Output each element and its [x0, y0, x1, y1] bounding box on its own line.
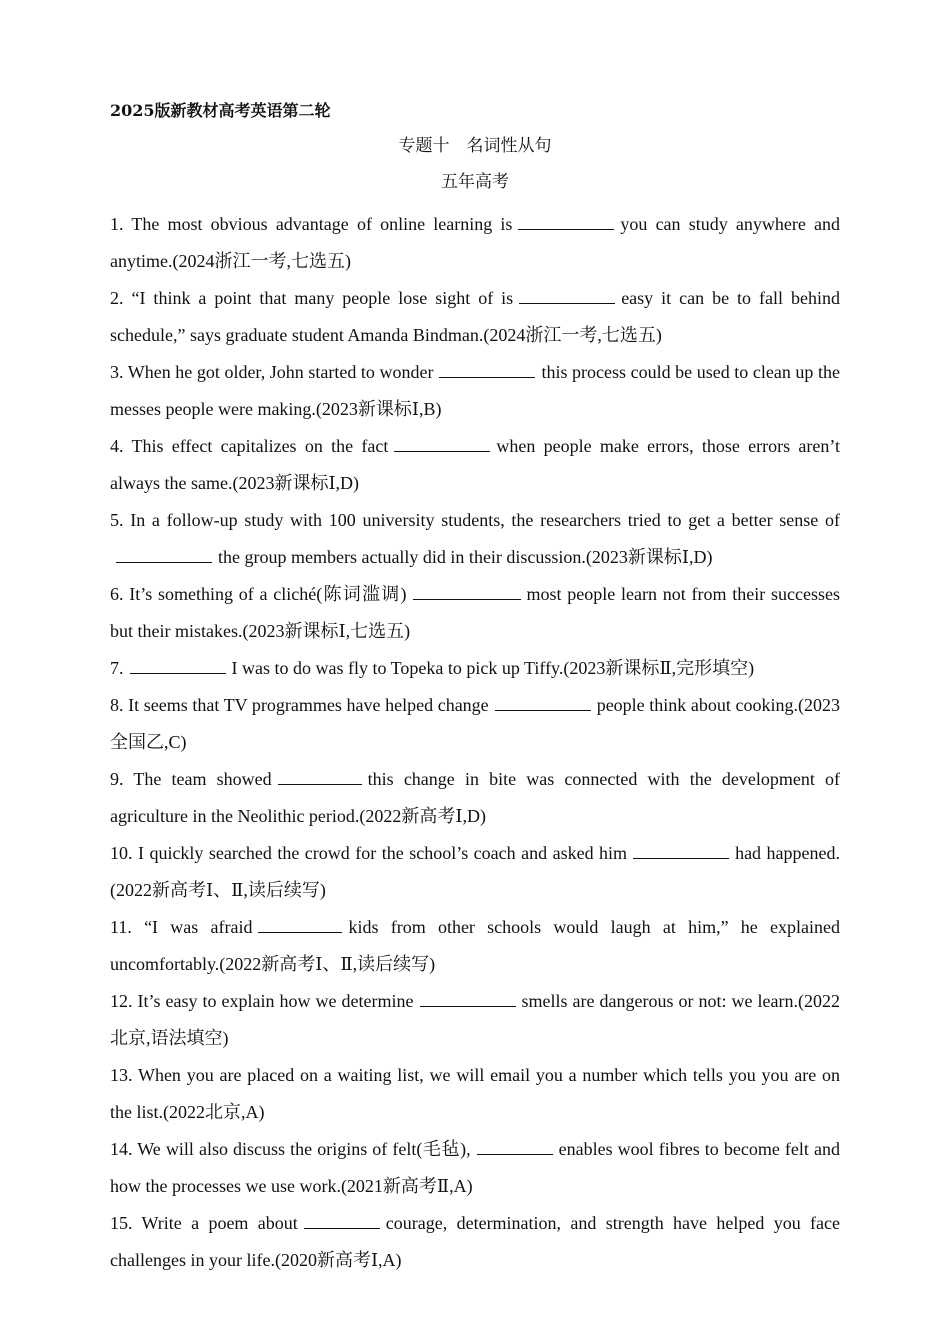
question-text-before: 9. The team showed	[110, 769, 272, 789]
question-item	[110, 1057, 840, 1131]
question-item	[110, 354, 840, 428]
question-text-after: I was to do was fly to Topeka to pick up Tiffy.(2023新课标Ⅱ,完形填空)	[231, 658, 755, 678]
question-text-after: enables wool fibres to become felt and how the processes we use work.(2021新高考Ⅱ,A)	[110, 1139, 840, 1196]
document-header: 2025版新教材高考英语第二轮	[110, 101, 331, 120]
question-text-after: this change in bite was connected with the development of agriculture in the Neolithic period.(2022新高考Ⅰ,D)	[110, 769, 841, 826]
answer-blank[interactable]	[413, 582, 521, 600]
answer-blank[interactable]	[477, 1137, 553, 1155]
question-text-before: 6. It’s something of a cliché(陈词滥调)	[110, 584, 407, 604]
answer-blank[interactable]	[519, 286, 615, 304]
question-item	[110, 280, 840, 354]
answer-blank[interactable]	[420, 989, 516, 1007]
question-item	[110, 576, 840, 650]
question-text-before: 8. It seems that TV programmes have helped change	[110, 695, 489, 715]
question-text-after: you are on the list.(2022北京,A)	[110, 1065, 841, 1122]
question-text-before: 4. This effect capitalizes on the fact	[110, 436, 389, 456]
question-text-before: 3. When he got older, John started to wonder	[110, 362, 434, 382]
question-item	[110, 687, 840, 761]
question-text-before: 10. I quickly searched the crowd for the school’s coach and asked him	[110, 843, 628, 863]
question-text-before: 7.	[110, 658, 124, 678]
question-text-before: 13. When you are placed on a waiting list, we will email you a number which tells you	[110, 1065, 756, 1085]
answer-blank[interactable]	[633, 841, 729, 859]
question-text-after: people think about cooking.(2023全国乙,C)	[110, 695, 841, 752]
question-item	[110, 909, 840, 983]
answer-blank[interactable]	[304, 1211, 380, 1229]
answer-blank[interactable]	[116, 545, 212, 563]
question-text-before: 2. “I think a point that many people lose sight of is	[110, 288, 514, 308]
question-text-after: kids from other schools would laugh at him,” he explained uncomfortably.(2022新高考Ⅰ、Ⅱ,读后续写)	[110, 917, 840, 974]
question-text-before: 1. The most obvious advantage of online learning is	[110, 214, 513, 234]
question-text-after: most people learn not from their successes but their mistakes.(2023新课标Ⅰ,七选五)	[110, 584, 840, 641]
question-text-before: 11. “I was afraid	[110, 917, 253, 937]
question-item	[110, 761, 840, 835]
answer-blank[interactable]	[394, 434, 490, 452]
question-text-before: 14. We will also discuss the origins of felt(毛毡),	[110, 1139, 471, 1159]
question-text-before: 12. It’s easy to explain how we determine	[110, 991, 414, 1011]
question-text-after: smells are dangerous or not: we learn.(2022北京,语法填空)	[110, 991, 840, 1048]
question-text-before: 5. In a follow-up study with 100 university students, the researchers tried to get a better sense of	[110, 510, 840, 530]
question-text-after: this process could be used to clean up the messes people were making.(2023新课标Ⅰ,B)	[110, 362, 840, 419]
answer-blank[interactable]	[439, 360, 535, 378]
question-item	[110, 835, 840, 909]
section-title: 五年高考	[441, 172, 509, 192]
answer-blank[interactable]	[130, 656, 226, 674]
question-text-after: easy it can be to fall behind schedule,” says graduate student Amanda Bindman.(2024浙江一考,七选五)	[110, 288, 840, 345]
answer-blank[interactable]	[495, 693, 591, 711]
question-item	[110, 650, 840, 687]
question-item	[110, 983, 840, 1057]
topic-title: 专题十 名词性从句	[398, 136, 552, 156]
question-item	[110, 1205, 840, 1279]
question-list	[110, 206, 840, 1279]
question-text-after: when people make errors, those errors aren’t always the same.(2023新课标Ⅰ,D)	[110, 436, 840, 493]
question-item	[110, 428, 840, 502]
question-text-after: you can study anywhere and anytime.(2024浙江一考,七选五)	[110, 214, 840, 271]
question-item	[110, 1131, 840, 1205]
answer-blank[interactable]	[258, 915, 342, 933]
question-text-before: 15. Write a poem about	[110, 1213, 298, 1233]
question-item	[110, 502, 840, 576]
question-text-after: had happened.(2022新高考Ⅰ、Ⅱ,读后续写)	[110, 843, 840, 900]
document-page	[110, 96, 840, 1279]
answer-blank[interactable]	[278, 767, 362, 785]
question-item	[110, 206, 840, 280]
answer-blank[interactable]	[518, 212, 614, 230]
question-text-after: the group members actually did in their discussion.(2023新课标Ⅰ,D)	[218, 547, 713, 567]
question-text-after: courage, determination, and strength have helped you face challenges in your life.(2020新高考Ⅰ,A)	[110, 1213, 841, 1270]
